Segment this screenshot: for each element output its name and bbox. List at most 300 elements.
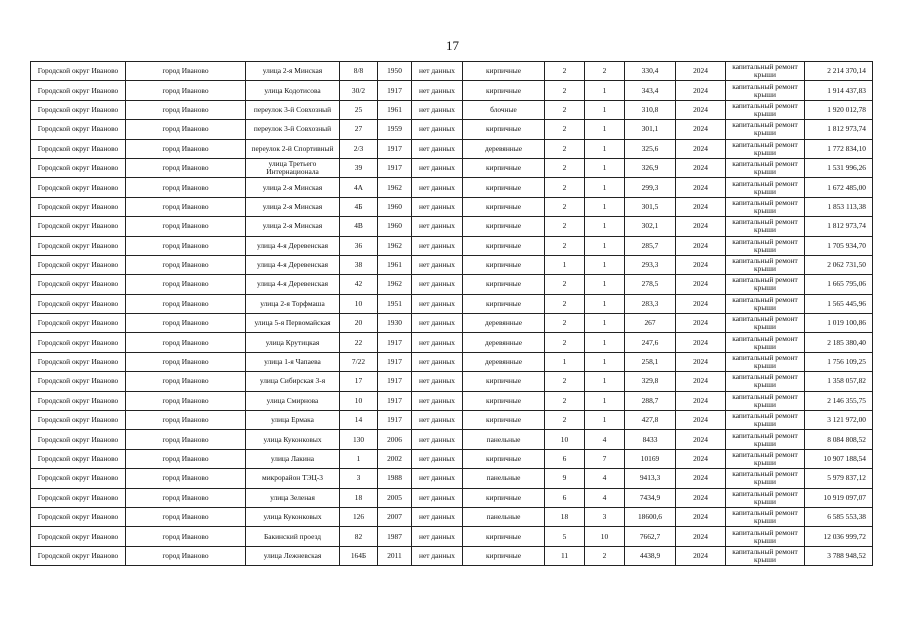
wall-material-cell: панельные: [463, 507, 545, 526]
area-cell: 7434,9: [625, 488, 676, 507]
settlement-cell: город Иваново: [126, 507, 246, 526]
work-type-cell: капитальный ремонт крыши: [726, 62, 805, 81]
last-repair-cell: нет данных: [412, 391, 463, 410]
year-built-cell: 2005: [378, 488, 412, 507]
entrances-cell: 4: [585, 469, 625, 488]
year-built-cell: 1960: [378, 197, 412, 216]
house-number-cell: 2/3: [340, 139, 378, 158]
floors-cell: 2: [545, 178, 585, 197]
plan-year-cell: 2024: [676, 546, 726, 565]
work-type-cell: капитальный ремонт крыши: [726, 507, 805, 526]
plan-year-cell: 2024: [676, 449, 726, 468]
wall-material-cell: кирпичные: [463, 158, 545, 177]
settlement-cell: город Иваново: [126, 527, 246, 546]
wall-material-cell: кирпичные: [463, 217, 545, 236]
house-number-cell: 4В: [340, 217, 378, 236]
plan-year-cell: 2024: [676, 488, 726, 507]
settlement-cell: город Иваново: [126, 139, 246, 158]
settlement-cell: город Иваново: [126, 275, 246, 294]
table-row: [31, 469, 873, 488]
floors-cell: 2: [545, 217, 585, 236]
year-built-cell: 1917: [378, 81, 412, 100]
entrances-cell: 1: [585, 100, 625, 119]
house-number-cell: 39: [340, 158, 378, 177]
street-cell: улица Смирнова: [246, 391, 340, 410]
work-type-cell: капитальный ремонт крыши: [726, 294, 805, 313]
year-built-cell: 1961: [378, 100, 412, 119]
last-repair-cell: нет данных: [412, 488, 463, 507]
work-type-cell: капитальный ремонт крыши: [726, 546, 805, 565]
area-cell: 310,8: [625, 100, 676, 119]
cost-cell: 1 853 113,38: [805, 197, 873, 216]
wall-material-cell: деревянные: [463, 139, 545, 158]
work-type-cell: капитальный ремонт крыши: [726, 314, 805, 333]
municipality-cell: Городской округ Иваново: [31, 81, 126, 100]
last-repair-cell: нет данных: [412, 62, 463, 81]
entrances-cell: 2: [585, 62, 625, 81]
table-row: [31, 178, 873, 197]
year-built-cell: 1962: [378, 236, 412, 255]
settlement-cell: город Иваново: [126, 411, 246, 430]
entrances-cell: 7: [585, 449, 625, 468]
street-cell: микрорайон ТЭЦ-3: [246, 469, 340, 488]
last-repair-cell: нет данных: [412, 178, 463, 197]
floors-cell: 2: [545, 81, 585, 100]
house-number-cell: 25: [340, 100, 378, 119]
cost-cell: 1 812 973,74: [805, 217, 873, 236]
settlement-cell: город Иваново: [126, 488, 246, 507]
plan-year-cell: 2024: [676, 197, 726, 216]
work-type-cell: капитальный ремонт крыши: [726, 430, 805, 449]
house-number-cell: 14: [340, 411, 378, 430]
wall-material-cell: кирпичные: [463, 372, 545, 391]
area-cell: 18600,6: [625, 507, 676, 526]
wall-material-cell: кирпичные: [463, 255, 545, 274]
work-type-cell: капитальный ремонт крыши: [726, 333, 805, 352]
year-built-cell: 1951: [378, 294, 412, 313]
municipality-cell: Городской округ Иваново: [31, 294, 126, 313]
settlement-cell: город Иваново: [126, 314, 246, 333]
street-cell: улица Крутицкая: [246, 333, 340, 352]
municipality-cell: Городской округ Иваново: [31, 411, 126, 430]
wall-material-cell: кирпичные: [463, 178, 545, 197]
floors-cell: 2: [545, 197, 585, 216]
table-row: [31, 100, 873, 119]
plan-year-cell: 2024: [676, 430, 726, 449]
floors-cell: 2: [545, 120, 585, 139]
area-cell: 299,3: [625, 178, 676, 197]
repair-schedule-table: [30, 61, 873, 566]
settlement-cell: город Иваново: [126, 469, 246, 488]
municipality-cell: Городской округ Иваново: [31, 62, 126, 81]
street-cell: улица Ермака: [246, 411, 340, 430]
house-number-cell: 126: [340, 507, 378, 526]
wall-material-cell: кирпичные: [463, 62, 545, 81]
wall-material-cell: кирпичные: [463, 275, 545, 294]
plan-year-cell: 2024: [676, 275, 726, 294]
plan-year-cell: 2024: [676, 469, 726, 488]
table-row: [31, 275, 873, 294]
last-repair-cell: нет данных: [412, 372, 463, 391]
work-type-cell: капитальный ремонт крыши: [726, 411, 805, 430]
house-number-cell: 22: [340, 333, 378, 352]
last-repair-cell: нет данных: [412, 449, 463, 468]
area-cell: 258,1: [625, 352, 676, 371]
street-cell: переулок 3-й Совхозный: [246, 120, 340, 139]
municipality-cell: Городской округ Иваново: [31, 449, 126, 468]
area-cell: 7662,7: [625, 527, 676, 546]
house-number-cell: 4А: [340, 178, 378, 197]
wall-material-cell: блочные: [463, 100, 545, 119]
year-built-cell: 2006: [378, 430, 412, 449]
table-row: [31, 488, 873, 507]
entrances-cell: 4: [585, 488, 625, 507]
table-body: [31, 62, 873, 566]
wall-material-cell: кирпичные: [463, 294, 545, 313]
municipality-cell: Городской округ Иваново: [31, 197, 126, 216]
year-built-cell: 1917: [378, 352, 412, 371]
cost-cell: 1 772 834,10: [805, 139, 873, 158]
settlement-cell: город Иваново: [126, 236, 246, 255]
street-cell: улица Сибирская 3-я: [246, 372, 340, 391]
plan-year-cell: 2024: [676, 120, 726, 139]
municipality-cell: Городской округ Иваново: [31, 391, 126, 410]
wall-material-cell: деревянные: [463, 314, 545, 333]
table-row: [31, 62, 873, 81]
wall-material-cell: кирпичные: [463, 120, 545, 139]
table-row: [31, 507, 873, 526]
year-built-cell: 1917: [378, 391, 412, 410]
house-number-cell: 8/8: [340, 62, 378, 81]
municipality-cell: Городской округ Иваново: [31, 430, 126, 449]
year-built-cell: 1988: [378, 469, 412, 488]
last-repair-cell: нет данных: [412, 255, 463, 274]
year-built-cell: 1987: [378, 527, 412, 546]
last-repair-cell: нет данных: [412, 120, 463, 139]
cost-cell: 3 788 948,52: [805, 546, 873, 565]
year-built-cell: 1917: [378, 139, 412, 158]
table-row: [31, 255, 873, 274]
table-row: [31, 158, 873, 177]
entrances-cell: 1: [585, 178, 625, 197]
work-type-cell: капитальный ремонт крыши: [726, 449, 805, 468]
last-repair-cell: нет данных: [412, 294, 463, 313]
area-cell: 301,5: [625, 197, 676, 216]
cost-cell: 1 531 996,26: [805, 158, 873, 177]
cost-cell: 8 084 808,52: [805, 430, 873, 449]
house-number-cell: 18: [340, 488, 378, 507]
floors-cell: 2: [545, 275, 585, 294]
street-cell: улица 4-я Деревенская: [246, 255, 340, 274]
year-built-cell: 1962: [378, 275, 412, 294]
area-cell: 285,7: [625, 236, 676, 255]
floors-cell: 2: [545, 411, 585, 430]
table-row: [31, 120, 873, 139]
table-row: [31, 217, 873, 236]
floors-cell: 5: [545, 527, 585, 546]
last-repair-cell: нет данных: [412, 527, 463, 546]
house-number-cell: 7/22: [340, 352, 378, 371]
entrances-cell: 1: [585, 314, 625, 333]
house-number-cell: 10: [340, 294, 378, 313]
table-row: [31, 352, 873, 371]
last-repair-cell: нет данных: [412, 546, 463, 565]
entrances-cell: 1: [585, 352, 625, 371]
year-built-cell: 1917: [378, 372, 412, 391]
cost-cell: 2 062 731,50: [805, 255, 873, 274]
plan-year-cell: 2024: [676, 352, 726, 371]
settlement-cell: город Иваново: [126, 178, 246, 197]
street-cell: улица 2-я Минская: [246, 197, 340, 216]
last-repair-cell: нет данных: [412, 236, 463, 255]
plan-year-cell: 2024: [676, 255, 726, 274]
cost-cell: 1 672 485,00: [805, 178, 873, 197]
entrances-cell: 2: [585, 546, 625, 565]
year-built-cell: 2011: [378, 546, 412, 565]
year-built-cell: 1962: [378, 178, 412, 197]
municipality-cell: Городской округ Иваново: [31, 469, 126, 488]
entrances-cell: 1: [585, 197, 625, 216]
house-number-cell: 130: [340, 430, 378, 449]
house-number-cell: 1: [340, 449, 378, 468]
cost-cell: 10 907 188,54: [805, 449, 873, 468]
street-cell: улица 4-я Деревенская: [246, 275, 340, 294]
area-cell: 325,6: [625, 139, 676, 158]
work-type-cell: капитальный ремонт крыши: [726, 120, 805, 139]
year-built-cell: 1950: [378, 62, 412, 81]
wall-material-cell: кирпичные: [463, 449, 545, 468]
entrances-cell: 1: [585, 120, 625, 139]
year-built-cell: 1959: [378, 120, 412, 139]
wall-material-cell: панельные: [463, 469, 545, 488]
year-built-cell: 1917: [378, 411, 412, 430]
floors-cell: 2: [545, 236, 585, 255]
plan-year-cell: 2024: [676, 217, 726, 236]
cost-cell: 2 214 370,14: [805, 62, 873, 81]
settlement-cell: город Иваново: [126, 197, 246, 216]
house-number-cell: 17: [340, 372, 378, 391]
house-number-cell: 38: [340, 255, 378, 274]
floors-cell: 9: [545, 469, 585, 488]
table-row: [31, 314, 873, 333]
area-cell: 302,1: [625, 217, 676, 236]
street-cell: переулок 2-й Спортивный: [246, 139, 340, 158]
last-repair-cell: нет данных: [412, 469, 463, 488]
work-type-cell: капитальный ремонт крыши: [726, 178, 805, 197]
street-cell: улица 2-я Минская: [246, 217, 340, 236]
municipality-cell: Городской округ Иваново: [31, 255, 126, 274]
work-type-cell: капитальный ремонт крыши: [726, 139, 805, 158]
floors-cell: 2: [545, 158, 585, 177]
plan-year-cell: 2024: [676, 333, 726, 352]
plan-year-cell: 2024: [676, 158, 726, 177]
entrances-cell: 1: [585, 81, 625, 100]
house-number-cell: 27: [340, 120, 378, 139]
entrances-cell: 1: [585, 333, 625, 352]
floors-cell: 2: [545, 100, 585, 119]
plan-year-cell: 2024: [676, 411, 726, 430]
floors-cell: 2: [545, 294, 585, 313]
house-number-cell: 3: [340, 469, 378, 488]
floors-cell: 11: [545, 546, 585, 565]
municipality-cell: Городской округ Иваново: [31, 546, 126, 565]
settlement-cell: город Иваново: [126, 100, 246, 119]
house-number-cell: 4Б: [340, 197, 378, 216]
street-cell: улица Куконковых: [246, 507, 340, 526]
street-cell: улица 2-я Минская: [246, 178, 340, 197]
house-number-cell: 36: [340, 236, 378, 255]
area-cell: 427,8: [625, 411, 676, 430]
cost-cell: 2 146 355,75: [805, 391, 873, 410]
house-number-cell: 82: [340, 527, 378, 546]
table-row: [31, 546, 873, 565]
floors-cell: 2: [545, 333, 585, 352]
entrances-cell: 10: [585, 527, 625, 546]
last-repair-cell: нет данных: [412, 158, 463, 177]
settlement-cell: город Иваново: [126, 372, 246, 391]
settlement-cell: город Иваново: [126, 81, 246, 100]
entrances-cell: 1: [585, 236, 625, 255]
street-cell: улица Зеленая: [246, 488, 340, 507]
entrances-cell: 1: [585, 391, 625, 410]
table-row: [31, 333, 873, 352]
cost-cell: 5 979 837,12: [805, 469, 873, 488]
entrances-cell: 1: [585, 158, 625, 177]
street-cell: улица Кодотисова: [246, 81, 340, 100]
plan-year-cell: 2024: [676, 236, 726, 255]
settlement-cell: город Иваново: [126, 62, 246, 81]
plan-year-cell: 2024: [676, 62, 726, 81]
cost-cell: 12 036 999,72: [805, 527, 873, 546]
table-row: [31, 430, 873, 449]
entrances-cell: 1: [585, 255, 625, 274]
table-row: [31, 236, 873, 255]
table-row: [31, 294, 873, 313]
plan-year-cell: 2024: [676, 507, 726, 526]
floors-cell: 2: [545, 391, 585, 410]
last-repair-cell: нет данных: [412, 333, 463, 352]
work-type-cell: капитальный ремонт крыши: [726, 100, 805, 119]
year-built-cell: 1960: [378, 217, 412, 236]
municipality-cell: Городской округ Иваново: [31, 372, 126, 391]
area-cell: 278,5: [625, 275, 676, 294]
municipality-cell: Городской округ Иваново: [31, 275, 126, 294]
area-cell: 9413,3: [625, 469, 676, 488]
wall-material-cell: кирпичные: [463, 81, 545, 100]
street-cell: улица 5-я Первомайская: [246, 314, 340, 333]
settlement-cell: город Иваново: [126, 449, 246, 468]
year-built-cell: 1917: [378, 333, 412, 352]
street-cell: переулок 3-й Совхозный: [246, 100, 340, 119]
cost-cell: 1 019 100,86: [805, 314, 873, 333]
table-row: [31, 527, 873, 546]
table-row: [31, 139, 873, 158]
settlement-cell: город Иваново: [126, 352, 246, 371]
page-number: 17: [446, 38, 459, 53]
settlement-cell: город Иваново: [126, 333, 246, 352]
entrances-cell: 1: [585, 217, 625, 236]
municipality-cell: Городской округ Иваново: [31, 314, 126, 333]
house-number-cell: 42: [340, 275, 378, 294]
work-type-cell: капитальный ремонт крыши: [726, 391, 805, 410]
area-cell: 8433: [625, 430, 676, 449]
last-repair-cell: нет данных: [412, 507, 463, 526]
floors-cell: 1: [545, 255, 585, 274]
settlement-cell: город Иваново: [126, 294, 246, 313]
work-type-cell: капитальный ремонт крыши: [726, 527, 805, 546]
entrances-cell: 1: [585, 411, 625, 430]
municipality-cell: Городской округ Иваново: [31, 178, 126, 197]
cost-cell: 1 756 109,25: [805, 352, 873, 371]
municipality-cell: Городской округ Иваново: [31, 139, 126, 158]
plan-year-cell: 2024: [676, 139, 726, 158]
street-cell: улица Лежневская: [246, 546, 340, 565]
area-cell: 301,1: [625, 120, 676, 139]
cost-cell: 1 705 934,70: [805, 236, 873, 255]
wall-material-cell: деревянные: [463, 333, 545, 352]
wall-material-cell: кирпичные: [463, 197, 545, 216]
work-type-cell: капитальный ремонт крыши: [726, 158, 805, 177]
settlement-cell: город Иваново: [126, 158, 246, 177]
floors-cell: 2: [545, 62, 585, 81]
area-cell: 267: [625, 314, 676, 333]
wall-material-cell: панельные: [463, 430, 545, 449]
plan-year-cell: 2024: [676, 81, 726, 100]
plan-year-cell: 2024: [676, 178, 726, 197]
entrances-cell: 1: [585, 139, 625, 158]
cost-cell: 2 185 380,40: [805, 333, 873, 352]
last-repair-cell: нет данных: [412, 275, 463, 294]
municipality-cell: Городской округ Иваново: [31, 158, 126, 177]
settlement-cell: город Иваново: [126, 217, 246, 236]
work-type-cell: капитальный ремонт крыши: [726, 81, 805, 100]
municipality-cell: Городской округ Иваново: [31, 217, 126, 236]
cost-cell: 1 920 012,78: [805, 100, 873, 119]
house-number-cell: 30/2: [340, 81, 378, 100]
house-number-cell: 10: [340, 391, 378, 410]
floors-cell: 2: [545, 139, 585, 158]
settlement-cell: город Иваново: [126, 391, 246, 410]
year-built-cell: 1961: [378, 255, 412, 274]
last-repair-cell: нет данных: [412, 352, 463, 371]
settlement-cell: город Иваново: [126, 255, 246, 274]
floors-cell: 1: [545, 352, 585, 371]
wall-material-cell: кирпичные: [463, 236, 545, 255]
wall-material-cell: кирпичные: [463, 546, 545, 565]
last-repair-cell: нет данных: [412, 197, 463, 216]
last-repair-cell: нет данных: [412, 217, 463, 236]
area-cell: 326,9: [625, 158, 676, 177]
plan-year-cell: 2024: [676, 372, 726, 391]
area-cell: 288,7: [625, 391, 676, 410]
floors-cell: 18: [545, 507, 585, 526]
last-repair-cell: нет данных: [412, 81, 463, 100]
area-cell: 293,3: [625, 255, 676, 274]
entrances-cell: 1: [585, 294, 625, 313]
cost-cell: 1 358 057,82: [805, 372, 873, 391]
year-built-cell: 2002: [378, 449, 412, 468]
wall-material-cell: кирпичные: [463, 527, 545, 546]
floors-cell: 10: [545, 430, 585, 449]
area-cell: 329,8: [625, 372, 676, 391]
floors-cell: 6: [545, 449, 585, 468]
municipality-cell: Городской округ Иваново: [31, 120, 126, 139]
last-repair-cell: нет данных: [412, 139, 463, 158]
area-cell: 343,4: [625, 81, 676, 100]
municipality-cell: Городской округ Иваново: [31, 100, 126, 119]
year-built-cell: 1930: [378, 314, 412, 333]
street-cell: улица Лакина: [246, 449, 340, 468]
